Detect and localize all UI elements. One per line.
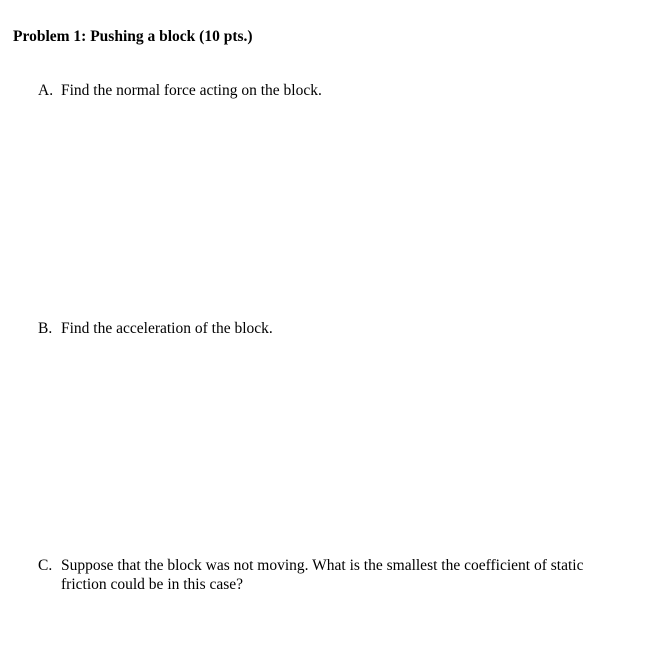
question-b-letter: B. bbox=[38, 320, 53, 337]
problem-title: Problem 1: Pushing a block (10 pts.) bbox=[13, 28, 253, 45]
question-b-text: Find the acceleration of the block. bbox=[61, 320, 273, 337]
question-a bbox=[38, 81, 598, 100]
question-c-text: Suppose that the block was not moving. What is the smallest the coefficient of static friction could be in this case? bbox=[61, 557, 584, 593]
question-b bbox=[38, 319, 598, 338]
question-c-letter: C. bbox=[38, 557, 53, 574]
question-a-text: Find the normal force acting on the block. bbox=[61, 82, 322, 99]
question-c bbox=[38, 556, 618, 594]
question-a-letter: A. bbox=[38, 82, 54, 99]
